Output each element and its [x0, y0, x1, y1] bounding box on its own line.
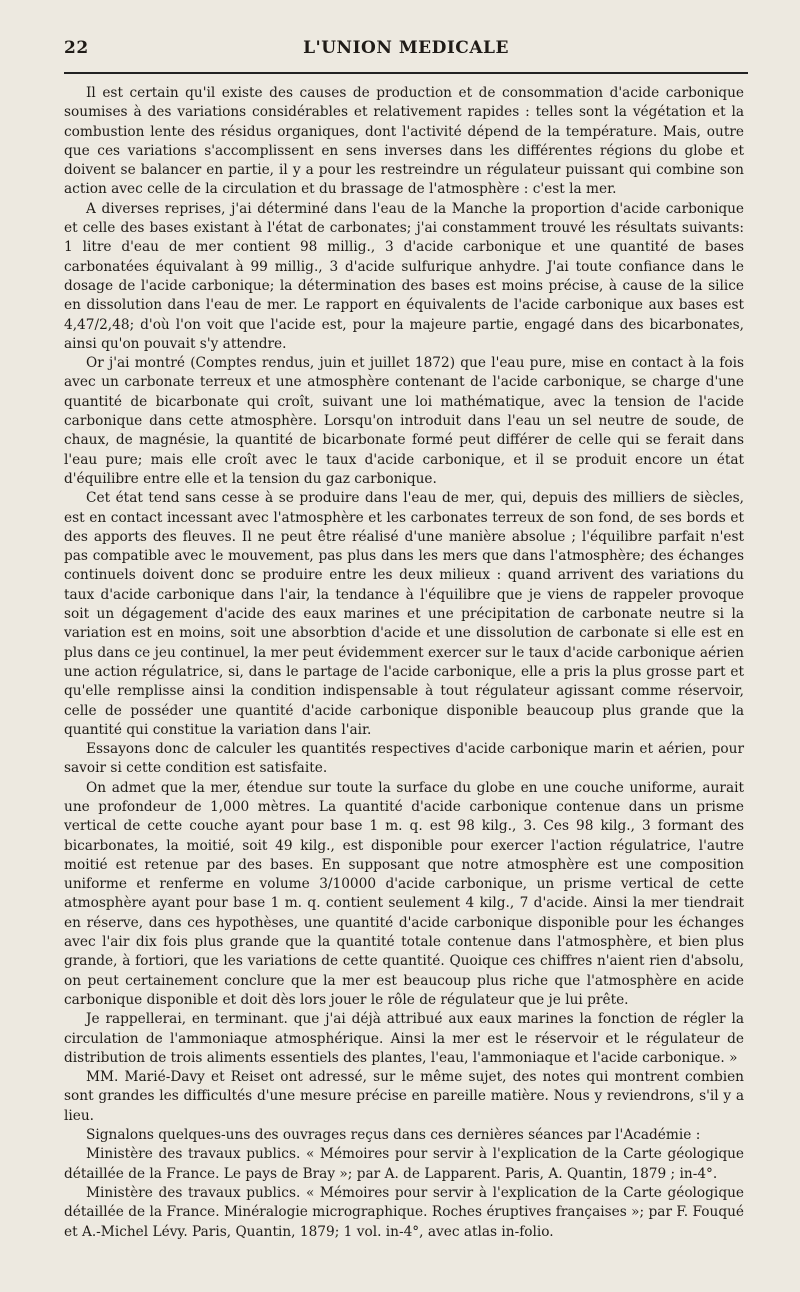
- paragraph: Or j'ai montré (Comptes rendus, juin et juillet 1872) que l'eau pure, mise en contact à la fois avec un carbonate terreux et une atmosphère contenant de l'acide carbonique, se charge d'une quantité de bicarbonate qui croît, suivant une loi mathématique, avec la tension de l'acide carbonique dans cette atmosphère. Lorsqu'on introduit dans l'eau un sel neutre de soude, de chaux, de magnésie, la quantité de bicarbonate formé peut différer de celle qui se ferait dans l'eau pure; mais elle croît avec le taux d'acide carbonique, et il se produit encore un état d'équilibre entre elle et la tension du gaz carbonique.: [64, 355, 744, 487]
- header-rule: [64, 72, 748, 74]
- paragraph: Il est certain qu'il existe des causes de production et de consommation d'acide carbonique soumises à des variations considérables et relativement rapides : telles sont la végétation et la combustion lente des résidus organiques, dont l'activité dépend de la température. Mais, outre que ces variations s'accomplissent en sens inverses dans les différentes régions du globe et doivent se balancer en partie, il y a pour les restreindre un régulateur puissant qui combine son action avec celle de la circulation et du brassage de l'atmosphère : c'est la mer.: [64, 85, 744, 198]
- paragraph: Ministère des travaux publics. « Mémoires pour servir à l'explication de la Carte géologique détaillée de la France. Le pays de Bray »; par A. de Lapparent. Paris, A. Quantin, 1879 ; in-4°.: [64, 1146, 744, 1182]
- paragraph: Ministère des travaux publics. « Mémoires pour servir à l'explication de la Carte géologique détaillée de la France. Minéralogie micrographique. Roches éruptives françaises »; par F. Fouqué et A.-Michel Lévy. Paris, Quantin, 1879; 1 vol. in-4°, avec atlas in-folio.: [64, 1184, 744, 1240]
- page-header: [64, 38, 748, 68]
- paragraph: Je rappellerai, en terminant. que j'ai déjà attribué aux eaux marines la fonction de régler la circulation de l'ammoniaque atmosphérique. Ainsi la mer est le réservoir et le régulateur de distribution de trois aliments essentiels des plantes, l'eau, l'ammoniaque et l'acide carbonique. »: [64, 1011, 744, 1066]
- page-number: 22: [64, 38, 89, 58]
- paragraph: Cet état tend sans cesse à se produire dans l'eau de mer, qui, depuis des milliers de siècles, est en contact incessant avec l'atmosphère et les carbonates terreux de son fond, de ses bords et des apports des fleuves. Il ne peut être réalisé d'une manière absolue ; l'équilibre parfait n'est pas compatible avec le mouvement, pas plus dans les mers que dans l'atmosphère; des échanges continuels doivent donc se produire entre les deux milieux : quand arrivent des variations du taux d'acide carbonique dans l'air, la tendance à l'équilibre que je viens de rappeler provoque soit un dégagement d'acide des eaux marines et une précipitation de carbonate neutre si la variation est en moins, soit une absorbtion d'acide et une dissolution de carbonate si elle est en plus dans ce jeu continuel, la mer peut évidemment exercer sur le taux d'acide carbonique aérien une action régulatrice, si, dans le partage de l'acide carbonique, elle a pris la plus grosse part et qu'elle remplisse ainsi la condition indispensable à tout régulateur agissant comme réservoir, celle de posséder une quantité d'acide carbonique disponible beaucoup plus grande que la quantité qui constitue la variation dans l'air.: [64, 490, 744, 738]
- paragraph: On admet que la mer, étendue sur toute la surface du globe en une couche uniforme, aurait une profondeur de 1,000 mètres. La quantité d'acide carbonique contenue dans un prisme vertical de cette couche ayant pour base 1 m. q. est 98 kilg., 3. Ces 98 kilg., 3 formant des bicarbonates, la moitié, soit 49 kilg., est disponible pour exercer l'action régulatrice, l'autre moitié est retenue par des bases. En supposant que notre atmosphère est une composition uniforme et renferme en volume 3/10000 d'acide carbonique, un prisme vertical de cette atmosphère ayant pour base 1 m. q. contient seulement 4 kilg., 7 d'acide. Ainsi la mer tiendrait en réserve, dans ces hypothèses, une quantité d'acide carbonique disponible pour les échanges avec l'air dix fois plus grande que la quantité totale contenue dans l'atmosphère, et bien plus grande, à fortiori, que les variations de cette quantité. Quoique ces chiffres n'aient rien d'absolu, on peut certainement conclure que la mer est beaucoup plus riche que l'atmosphère en acide carbonique disponible et doit dès lors jouer le rôle de régulateur que je lui prête.: [64, 779, 744, 1008]
- running-title: L'UNION MEDICALE: [303, 38, 509, 58]
- article-body: [64, 84, 744, 1242]
- paragraph: MM. Marié-Davy et Reiset ont adressé, sur le même sujet, des notes qui montrent combien sont grandes les difficultés d'une mesure précise en pareille matière. Nous y reviendrons, s'il y a lieu.: [64, 1069, 744, 1124]
- paragraph: Signalons quelques-uns des ouvrages reçus dans ces dernières séances par l'Académie :: [86, 1127, 701, 1144]
- paragraph: Essayons donc de calculer les quantités respectives d'acide carbonique marin et aérien, pour savoir si cette condition est satisfaite.: [64, 741, 744, 777]
- paragraph: A diverses reprises, j'ai déterminé dans l'eau de la Manche la proportion d'acide carbonique et celle des bases existant à l'état de carbonates; j'ai constamment trouvé les résultats suivants: 1 litre d'eau de mer contient 98 millig., 3 d'acide carbonique et une quantité de bases carbonatées équivalant à 99 millig., 3 d'acide sulfurique anhydre. J'ai toute confiance dans le dosage de l'acide carbonique; la détermination des bases est moins précise, à cause de la silice en dissolution dans l'eau de mer. Le rapport en équivalents de l'acide carbonique aux bases est 4,47/2,48; d'où l'on voit que l'acide est, pour la majeure partie, engagé dans des bicarbonates, ainsi qu'on pouvait s'y attendre.: [64, 200, 744, 352]
